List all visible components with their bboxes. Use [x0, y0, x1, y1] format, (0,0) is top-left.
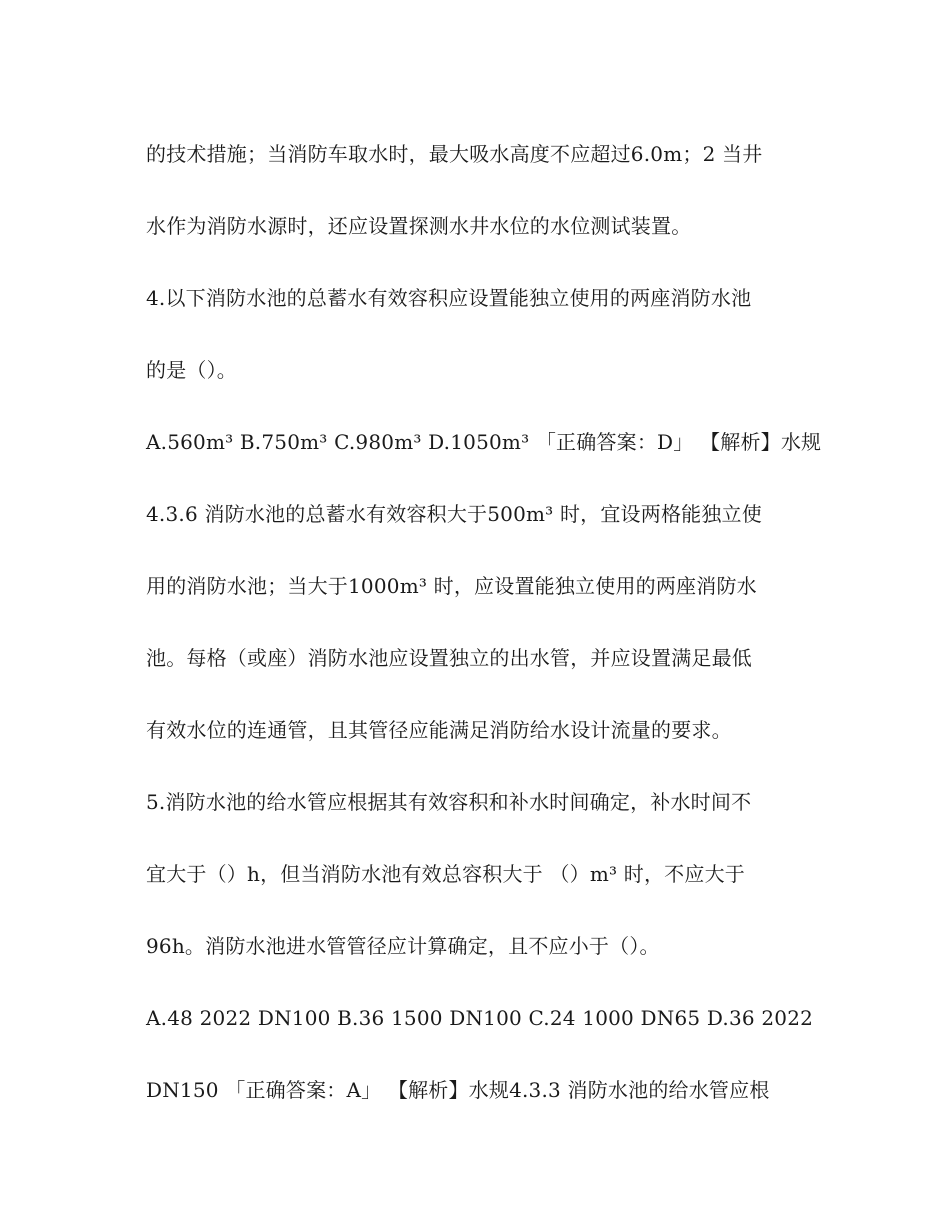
question-5-line: 宜大于（）h，但当消防水池有效总容积大于 （）m³ 时，不应大于 — [146, 862, 745, 886]
explanation-line: 有效水位的连通管，且其管径应能满足消防给水设计流量的要求。 — [146, 718, 732, 742]
explanation-line: 池。每格（或座）消防水池应设置独立的出水管，并应设置满足最低 — [146, 646, 752, 670]
explanation-line: 4.3.6 消防水池的总蓄水有效容积大于500m³ 时，宜设两格能独立使 — [146, 502, 762, 526]
explanation-line: 用的消防水池；当大于1000m³ 时，应设置能独立使用的两座消防水 — [146, 574, 757, 598]
question-5-line: 96h。消防水池进水管管径应计算确定，且不应小于（）。 — [146, 934, 660, 958]
question-4-line: 4.以下消防水池的总蓄水有效容积应设置能独立使用的两座消防水池 — [146, 286, 752, 310]
question-5-options: A.48 2022 DN100 B.36 1500 DN100 C.24 1000 DN65 D.36 2022 — [146, 1006, 814, 1030]
question-4-line: 的是（）。 — [146, 358, 237, 382]
text-line: 水作为消防水源时，还应设置探测水井水位的水位测试装置。 — [146, 214, 692, 238]
question-5-line: 5.消防水池的给水管应根据其有效容积和补水时间确定，补水时间不 — [146, 790, 752, 814]
question-4-options-answer: A.560m³ B.750m³ C.980m³ D.1050m³ 「正确答案：D」 【解析】水规 — [146, 430, 822, 454]
question-5-answer-explanation: DN150 「正确答案：A」 【解析】水规4.3.3 消防水池的给水管应根 — [146, 1078, 770, 1102]
text-line: 的技术措施；当消防车取水时，最大吸水高度不应超过6.0m；2 当井 — [146, 142, 763, 166]
document-body — [146, 118, 826, 1126]
